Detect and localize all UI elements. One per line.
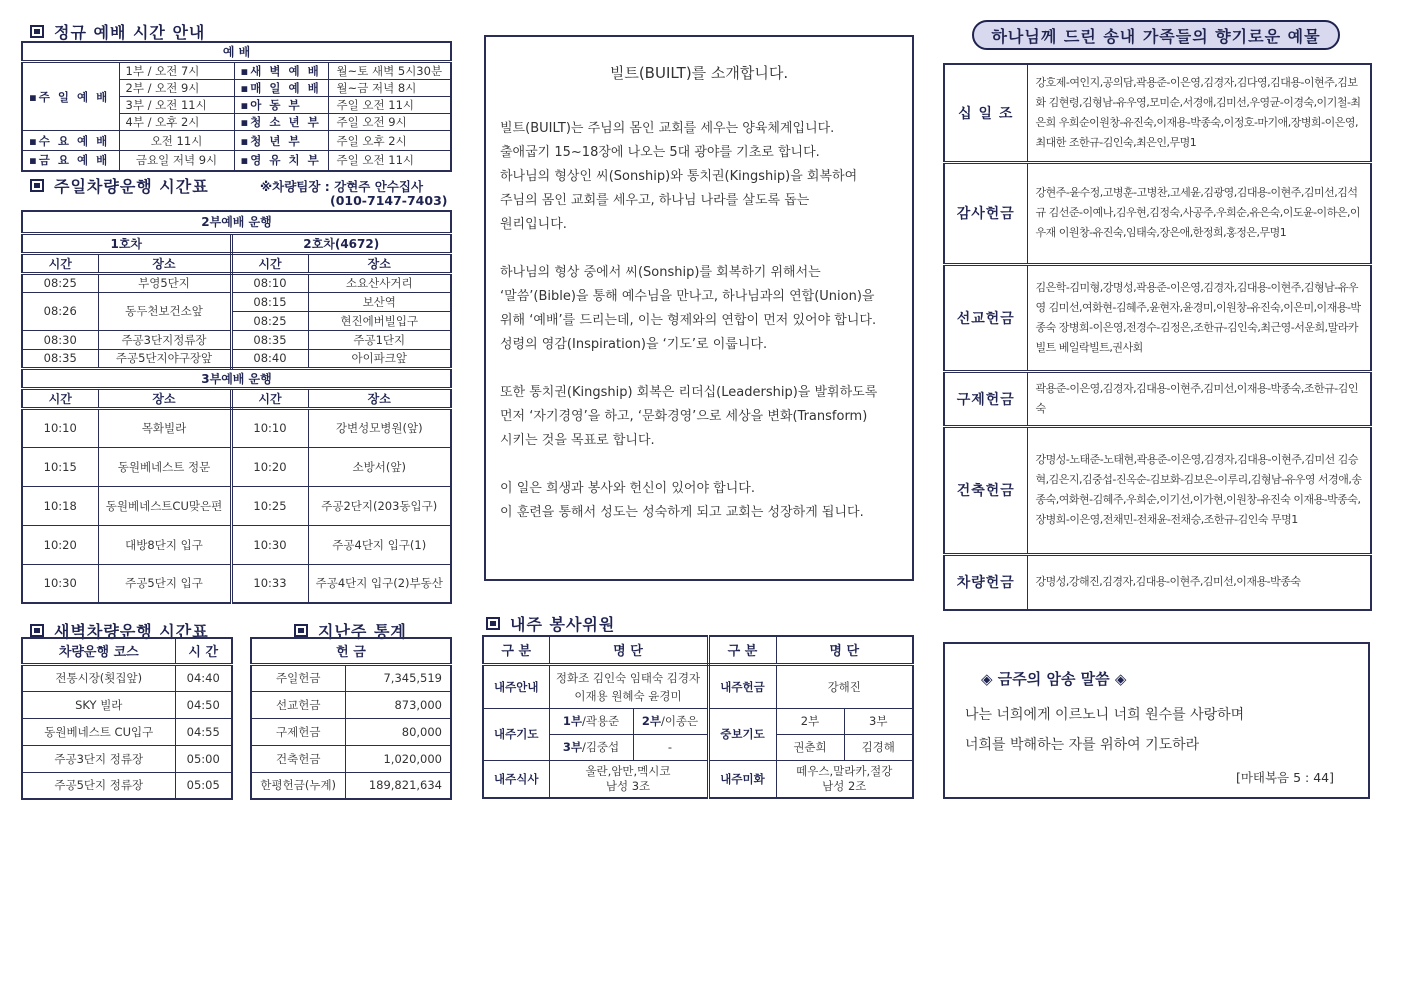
memory-verse-box: [943, 642, 1370, 799]
offering-name: 강해진: [776, 664, 913, 708]
car2-place: 소요산사거리: [308, 273, 451, 292]
sunday-vehicle-table: [21, 210, 452, 604]
daily-worship-time: 월~금 저녁 8시: [328, 80, 451, 97]
article-line: 출애굽기 15~18장에 나오는 5대 광야를 기초로 합니다.: [500, 145, 820, 160]
worship-times-table: [21, 41, 452, 172]
article-line: ‘말씀’(Bible)을 통해 예수님을 만나고, 하나님과의 연합(Union)을: [500, 289, 875, 304]
sunday-service-3: 3부 / 오전 11시: [119, 97, 234, 114]
dawn-time: 05:00: [175, 745, 232, 772]
friday-worship-label: ▪금 요 예 배: [22, 151, 119, 171]
offering-category: 십 일 조: [944, 64, 1027, 162]
car2-time: 08:15: [231, 292, 308, 311]
dawn-course: 주공5단지 정류장: [22, 772, 175, 799]
offerings-table: [943, 63, 1372, 611]
friday-worship-time: 금요일 저녁 9시: [119, 151, 234, 171]
article-line: 하나님의 형상인 씨(Sonship)와 통치권(Kingship)을 회복하여: [500, 169, 858, 184]
dawn-vehicle-section-title: 새벽차량운행 시간표: [30, 619, 209, 642]
memory-verse-line: 너희를 박해하는 자를 위하여 기도하라: [965, 737, 1200, 753]
car2-time: 08:40: [231, 349, 308, 368]
offering-category: 감사헌금: [944, 162, 1027, 264]
article-line: 위해 ‘예배’를 드리는데, 이는 형제와의 연합이 먼저 있어야 합니다.: [500, 313, 877, 328]
offering-category: 차량헌금: [944, 554, 1027, 610]
article-line: 주님의 몸인 교회를 세우고, 하나님 나라를 살도록 돕는: [500, 193, 810, 208]
servants-table: [482, 635, 914, 799]
daily-worship-label: ▪매 일 예 배: [234, 80, 328, 97]
s3-car2-place: 주공2단지(203동입구): [308, 486, 451, 525]
car1-header: 1호차: [22, 233, 231, 253]
article-title: 빌트(BUILT)를 소개합니다.: [609, 64, 789, 82]
s3-car1-time: 10:20: [22, 525, 98, 564]
square-bullet-icon: [30, 25, 44, 38]
stat-label: 구제헌금: [251, 718, 345, 745]
meal-names: 울란,암만,멕시코 남성 3조: [549, 760, 708, 798]
prayer-1: 1부/곽용준: [549, 708, 633, 734]
car1-place: 주공5단지야구장앞: [98, 349, 231, 368]
offering-category: 건축헌금: [944, 426, 1027, 554]
car2-place: 주공1단지: [308, 330, 451, 349]
offering-names: 강명성-노태준-노태현,곽용준-이은영,김경자,김대용-이현주,김미선 김승혁,김은지,김중섭-진옥순-김보화-김보은-이루리,김형남-유우영 서경애,송종숙,여화현-김혜주,우희순,이기선,이가현,이원창-유진숙 이재용-박종숙,장병희-이은영,전채민-전채윤-전채승,조한규-김인숙 무명1: [1027, 426, 1371, 554]
servants-section-title: 내주 봉사위원: [486, 612, 615, 635]
square-bullet-icon: [486, 617, 500, 630]
memory-verse-title: ◈ 금주의 암송 말씀 ◈: [981, 670, 1127, 688]
offering-header: 헌 금: [251, 638, 451, 664]
children-dept-time: 주일 오전 11시: [328, 97, 451, 114]
worship-times-section-title: 정규 예배 시간 안내: [30, 20, 205, 43]
stat-amount: 189,821,634: [345, 772, 451, 799]
col-time: 시간: [22, 388, 98, 408]
car2-place: 아이파크앞: [308, 349, 451, 368]
memory-verse-line: 나는 너희에게 이르노니 너희 원수를 사랑하며: [965, 707, 1245, 723]
s3-car1-place: 동원베네스트 정문: [98, 447, 231, 486]
car2-header: 2호차(4672): [231, 233, 451, 253]
dawn-course: 주공3단지 정류장: [22, 745, 175, 772]
wednesday-worship-time: 오전 11시: [119, 131, 234, 151]
article-line: 시키는 것을 목표로 합니다.: [500, 433, 655, 448]
s3-car1-time: 10:15: [22, 447, 98, 486]
s3-car2-time: 10:33: [231, 564, 308, 603]
s3-car1-time: 10:18: [22, 486, 98, 525]
offering-category: 선교헌금: [944, 264, 1027, 371]
sunday-vehicle-section-title: 주일차량운행 시간표: [30, 174, 209, 197]
col-place: 장소: [98, 253, 231, 273]
built-article-box: [484, 35, 914, 581]
square-bullet-icon: [30, 624, 44, 637]
prayer-2: 2부/이종은: [633, 708, 708, 734]
s3-car2-time: 10:20: [231, 447, 308, 486]
sunday-service-2: 2부 / 오전 9시: [119, 80, 234, 97]
memory-verse-reference: [마태복음 5 : 44]: [1235, 770, 1334, 785]
stats-table: [250, 637, 452, 800]
wednesday-worship-label: ▪수 요 예 배: [22, 131, 119, 151]
vehicle-manager-phone: (010-7147-7403): [330, 193, 448, 208]
dawn-worship-time: 월~토 새벽 5시30분: [328, 62, 451, 80]
stat-label: 주일헌금: [251, 664, 345, 691]
car2-place: 현진에버빌입구: [308, 311, 451, 330]
s3-car1-place: 대방8단지 입구: [98, 525, 231, 564]
s3-car2-time: 10:10: [231, 408, 308, 447]
kindergarten-label: ▪영 유 치 부: [234, 151, 328, 171]
intercession-col1: 2부: [776, 708, 844, 734]
beauty-label: 내주미화: [708, 760, 776, 798]
s3-car1-place: 주공5단지 입구: [98, 564, 231, 603]
service2-header: 2부예배 운행: [22, 211, 451, 233]
square-bullet-icon: [294, 624, 308, 637]
meal-label: 내주식사: [483, 760, 549, 798]
col-time: 시 간: [175, 638, 232, 664]
s3-car2-place: 주공4단지 입구(1): [308, 525, 451, 564]
col-names: 명 단: [549, 636, 708, 664]
col-category: 구 분: [708, 636, 776, 664]
stats-section-title: 지난주 통계: [294, 619, 407, 642]
car1-time: 08:35: [22, 349, 98, 368]
s3-car2-place: 소방서(앞): [308, 447, 451, 486]
s3-car2-time: 10:30: [231, 525, 308, 564]
col-time: 시간: [22, 253, 98, 273]
car1-place: 주공3단지정류장: [98, 330, 231, 349]
worship-header: 예 배: [22, 42, 451, 62]
dawn-course: 전통시장(횟집앞): [22, 664, 175, 691]
service3-header: 3부예배 운행: [22, 368, 451, 388]
car1-place: 동두천보건소앞: [98, 292, 231, 330]
col-course: 차량운행 코스: [22, 638, 175, 664]
intercession-name2: 김경해: [844, 734, 913, 760]
s3-car1-time: 10:10: [22, 408, 98, 447]
s3-car2-place: 주공4단지 입구(2)부동산: [308, 564, 451, 603]
guide-label: 내주안내: [483, 664, 549, 708]
vehicle-manager-note: ※차량팀장 : 강현주 안수집사: [260, 179, 424, 194]
stat-amount: 7,345,519: [345, 664, 451, 691]
offering-names: 곽용준-이은영,김경자,김대용-이현주,김미선,이재용-박종숙,조한규-김인숙: [1027, 371, 1371, 426]
col-time: 시간: [231, 388, 308, 408]
sunday-service-1: 1부 / 오전 7시: [119, 62, 234, 80]
youth-dept-time: 주일 오전 9시: [328, 114, 451, 131]
dawn-course: 동원베네스트 CU입구: [22, 718, 175, 745]
article-line: 하나님의 형상 중에서 씨(Sonship)를 회복하기 위해서는: [500, 265, 821, 280]
col-place: 장소: [98, 388, 231, 408]
s3-car2-time: 10:25: [231, 486, 308, 525]
prayer-3: 3부/김중섭: [549, 734, 633, 760]
dawn-worship-label: ▪새 벽 예 배: [234, 62, 328, 80]
offering-names: 강명성,강해진,김경자,김대용-이현주,김미선,이재용-박종숙: [1027, 554, 1371, 610]
car1-time: 08:30: [22, 330, 98, 349]
s3-car1-place: 목화빌라: [98, 408, 231, 447]
article-line: 원리입니다.: [500, 217, 567, 232]
car1-place: 부영5단지: [98, 273, 231, 292]
article-line: 먼저 ‘자기경영’을 하고, ‘문화경영’으로 세상을 변화(Transform): [500, 409, 868, 424]
offering-category: 구제헌금: [944, 371, 1027, 426]
article-line: 빌트(BUILT)는 주님의 몸인 교회를 세우는 양육체계입니다.: [500, 121, 835, 136]
sunday-service-4: 4부 / 오후 2시: [119, 114, 234, 131]
stat-label: 선교헌금: [251, 691, 345, 718]
stat-amount: 873,000: [345, 691, 451, 718]
intercession-col2: 3부: [844, 708, 913, 734]
young-adult-label: ▪청 년 부: [234, 131, 328, 151]
dawn-vehicle-table: [21, 637, 233, 800]
intercession-name1: 권춘희: [776, 734, 844, 760]
dawn-time: 04:50: [175, 691, 232, 718]
col-time: 시간: [231, 253, 308, 273]
beauty-names: 떼우스,말라카,절강 남성 2조: [776, 760, 913, 798]
young-adult-time: 주일 오후 2시: [328, 131, 451, 151]
article-line: 또한 통치권(Kingship) 회복은 리더십(Leadership)을 발휘하도록: [500, 385, 878, 400]
offering-names: 강현주-윤수정,고병훈-고병찬,고세윤,김광영,김대용-이현주,김미선,김석규 김선준-이예나,김우현,김정숙,사공주,우희순,유은숙,이도윤-이하은,이우재 이원창-유진숙,임태숙,장은애,한정희,홍정은,무명1: [1027, 162, 1371, 264]
square-bullet-icon: [30, 179, 44, 192]
stat-amount: 1,020,000: [345, 745, 451, 772]
article-line: 성령의 영감(Inspiration)을 ‘기도’로 이룹니다.: [500, 337, 768, 352]
offerings-title-badge: 하나님께 드린 송내 가족들의 향기로운 예물: [972, 20, 1340, 50]
s3-car2-place: 강변성모병원(앞): [308, 408, 451, 447]
dawn-time: 05:05: [175, 772, 232, 799]
col-place: 장소: [308, 253, 451, 273]
offering-names: 강호제-여인지,공의담,곽용준-이은영,김경자,김다영,김대용-이현주,김보화 김현령,김형남-유우영,모미순,서경애,김미선,우영균-이경숙,이기철-최은희 우희순이원창-유진숙,이재용-박종숙,이정호-마기애,장병희-이은영,최대한 조한규-김인숙,최은인,무명1: [1027, 64, 1371, 162]
car1-time: 08:25: [22, 273, 98, 292]
stat-label: 한평헌금(누계): [251, 772, 345, 799]
intercession-label: 중보기도: [708, 708, 776, 760]
dawn-course: SKY 빌라: [22, 691, 175, 718]
children-dept-label: ▪아 동 부: [234, 97, 328, 114]
sunday-worship-label: ▪주 일 예 배: [22, 62, 119, 131]
dawn-time: 04:55: [175, 718, 232, 745]
col-place: 장소: [308, 388, 451, 408]
stat-amount: 80,000: [345, 718, 451, 745]
article-line: 이 훈련을 통해서 성도는 성숙하게 되고 교회는 성장하게 됩니다.: [500, 505, 864, 520]
offering-names: 김은학-김미형,강명성,곽용준-이은영,김경자,김대용-이현주,김형남-유우영 김미선,여화현-김혜주,윤현자,윤경미,이원창-유진숙,이은미,이재용-박종숙 장병희-이은영,전경수-김정은,조한규-김인숙,최근영-서운희,말라카빌트 베일락빌트,권사회: [1027, 264, 1371, 371]
car2-time: 08:35: [231, 330, 308, 349]
s3-car1-time: 10:30: [22, 564, 98, 603]
s3-car1-place: 동원베네스트CU맞은편: [98, 486, 231, 525]
car2-time: 08:10: [231, 273, 308, 292]
car2-time: 08:25: [231, 311, 308, 330]
car2-place: 보산역: [308, 292, 451, 311]
dawn-time: 04:40: [175, 664, 232, 691]
prayer-4: -: [633, 734, 708, 760]
col-names: 명 단: [776, 636, 913, 664]
col-category: 구 분: [483, 636, 549, 664]
youth-dept-label: ▪청 소 년 부: [234, 114, 328, 131]
kindergarten-time: 주일 오전 11시: [328, 151, 451, 171]
article-line: 이 일은 희생과 봉사와 헌신이 있어야 합니다.: [500, 481, 755, 496]
stat-label: 건축헌금: [251, 745, 345, 772]
guide-names: 정화조 김인숙 임태숙 김경자 이재용 원혜숙 윤경미: [549, 664, 708, 708]
prayer-label: 내주기도: [483, 708, 549, 760]
car1-time: 08:26: [22, 292, 98, 330]
offering-label: 내주헌금: [708, 664, 776, 708]
